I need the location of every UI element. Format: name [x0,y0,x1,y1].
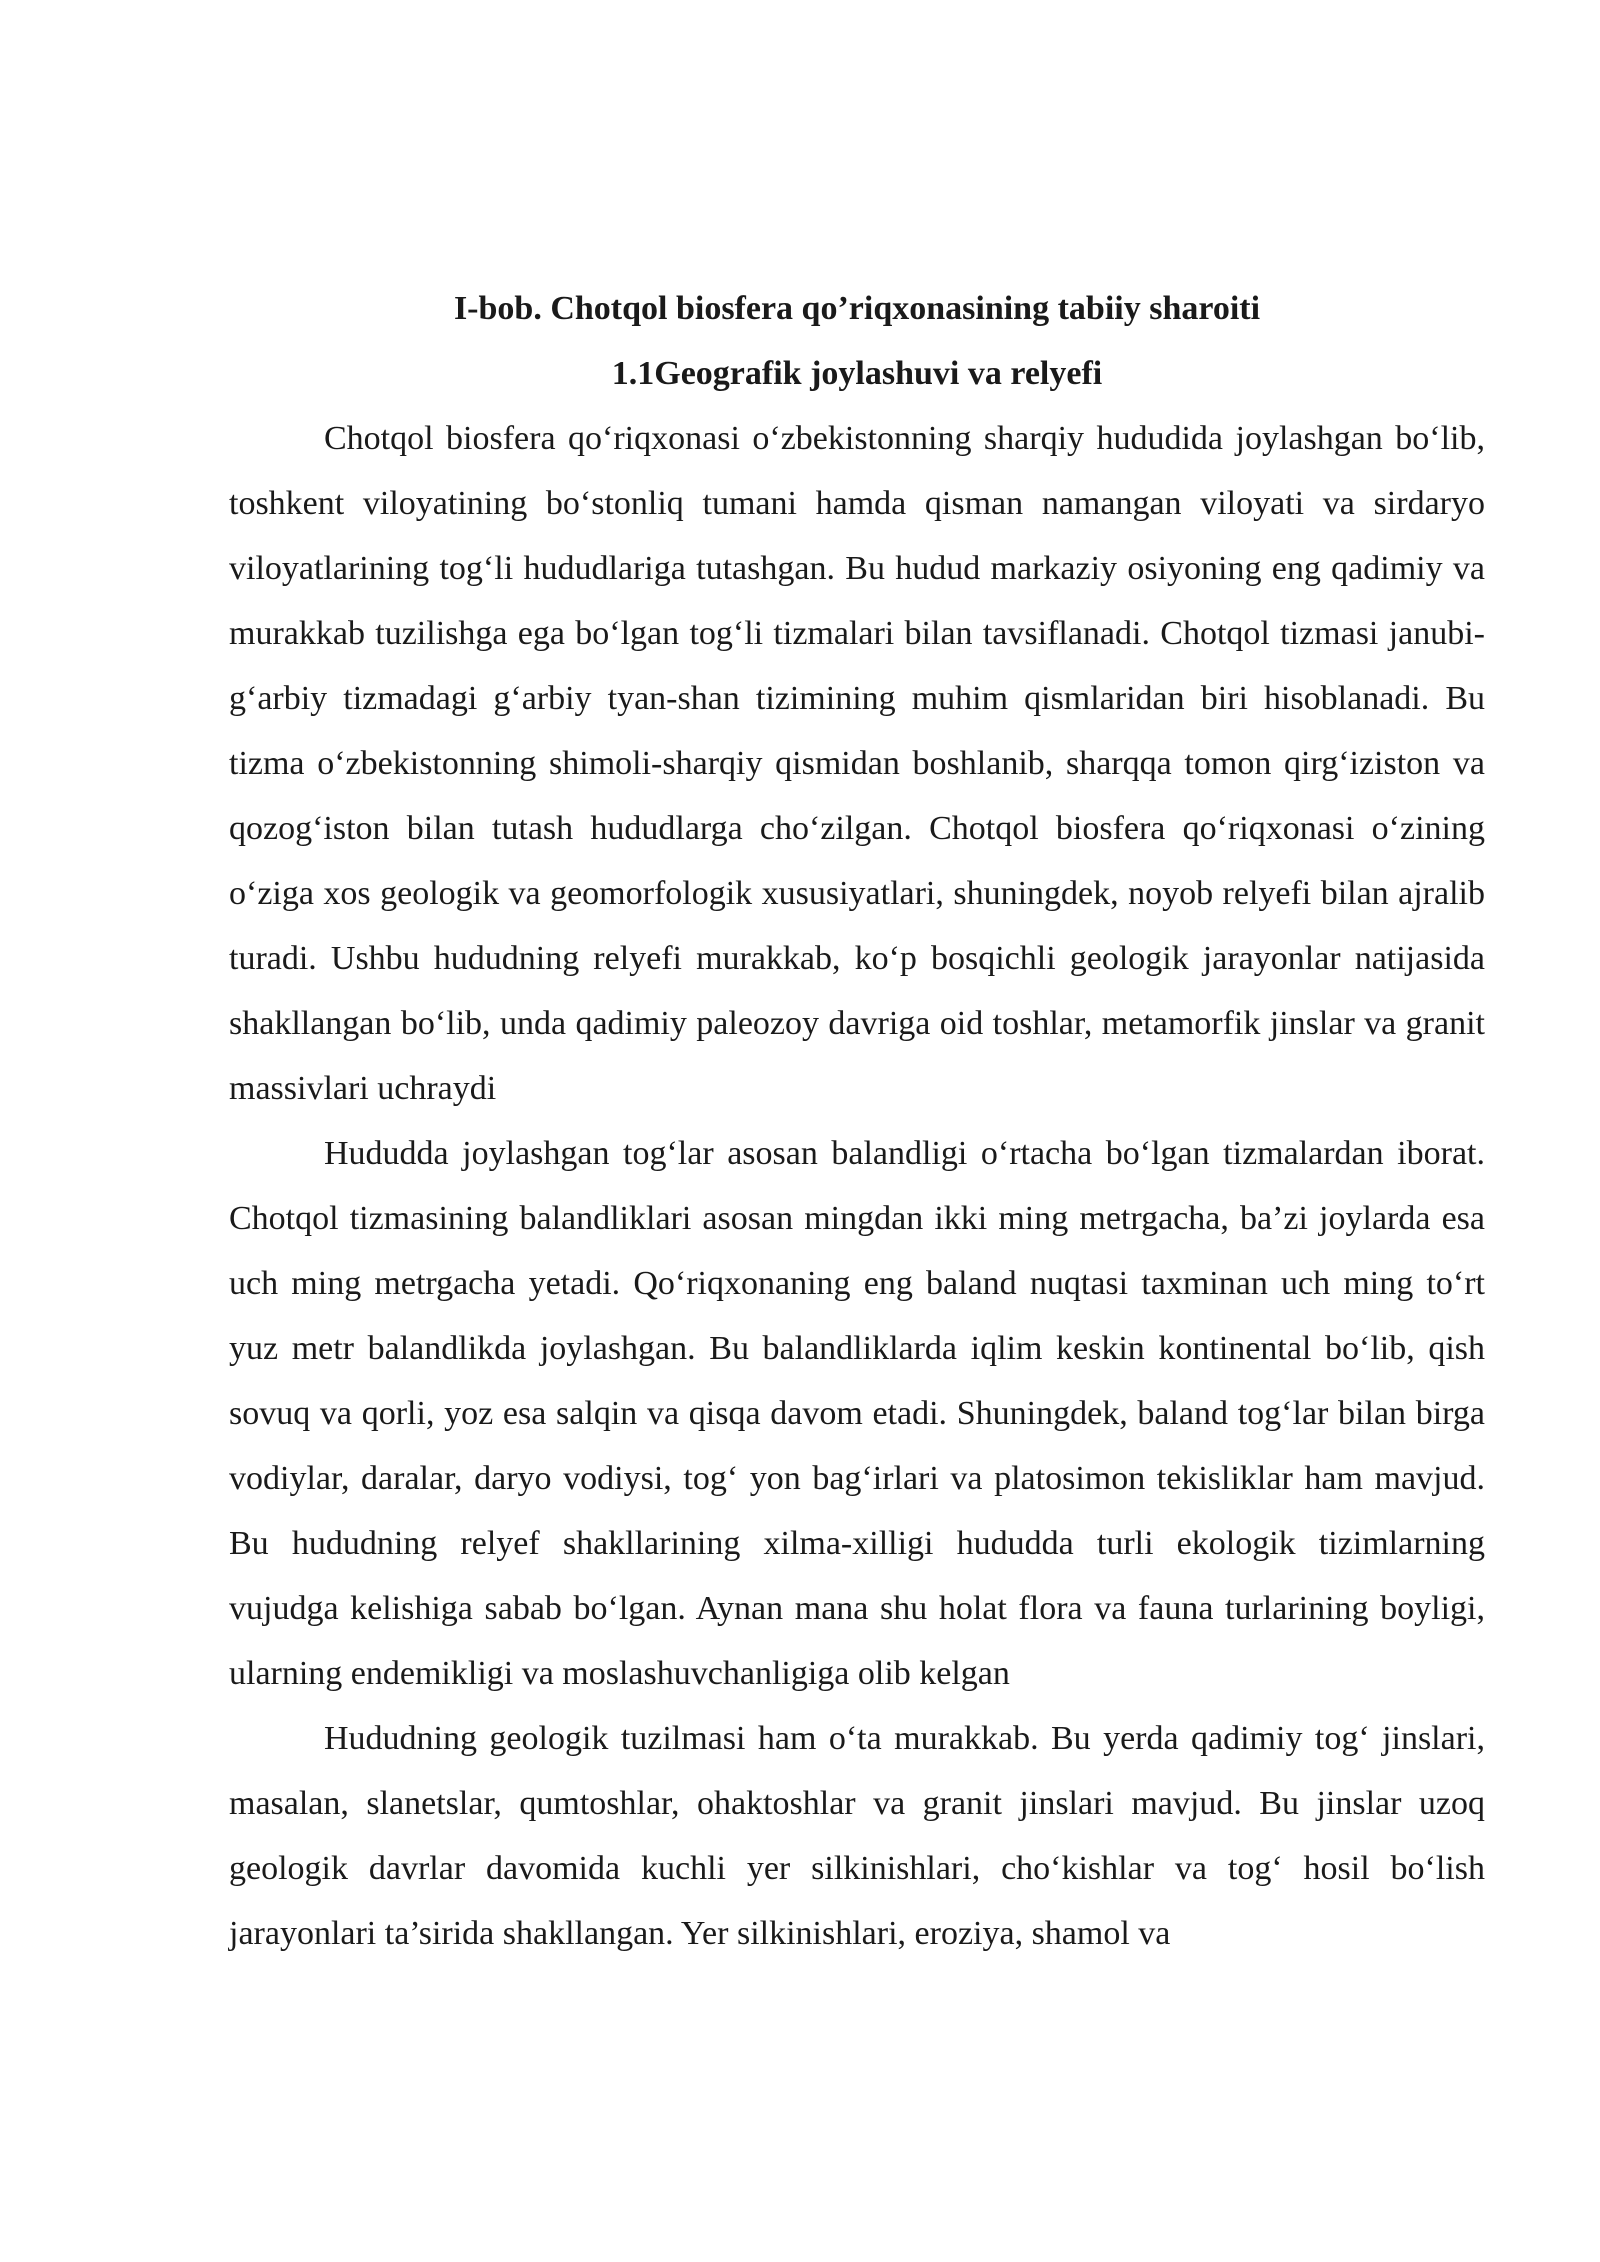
chapter-title: I-bob. Chotqol biosfera qo’riqxonasining tabiiy sharoiti [453,290,1261,327]
section-title: 1.1Geografik joylashuvi va relyefi [611,355,1103,392]
document-page [229,276,1485,1966]
paragraph-2: Hududda joylashgan tog‘lar asosan balandligi o‘rtacha bo‘lgan tizmalardan iborat. Chotqol tizmasining balandliklari asosan mingdan ikki ming metrgacha, ba’zi joylarda esa uch ming metrgacha yetadi. Qo‘riqxonaning eng baland nuqtasi taxminan uch ming to‘rt yuz metr balandlikda joylashgan. Bu balandliklarda iqlim keskin kontinental bo‘lib, qish sovuq va qorli, yoz esa salqin va qisqa davom etadi. Shuningdek, baland tog‘lar bilan birga vodiylar, daralar, daryo vodiysi, tog‘ yon bag‘irlari va platosimon tekisliklar ham mavjud. Bu hududning relyef shakllarining xilma-xilligi hududda turli ekologik tizimlarning vujudga kelishiga sabab bo‘lgan. Aynan mana shu holat flora va fauna turlarining boyligi, ularning endemikligi va moslashuvchanligiga olib kelgan [229,1135,1485,1692]
paragraph-3: Hududning geologik tuzilmasi ham o‘ta murakkab. Bu yerda qadimiy tog‘ jinslari, masalan, slanetslar, qumtoshlar, ohaktoshlar va granit jinslari mavjud. Bu jinslar uzoq geologik davrlar davomida kuchli yer silkinishlari, cho‘kishlar va tog‘ hosil bo‘lish jarayonlari ta’sirida shakllangan. Yer silkinishlari, eroziya, shamol va [229,1720,1485,1952]
paragraph-1: Chotqol biosfera qo‘riqxonasi o‘zbekistonning sharqiy hududida joylashgan bo‘lib, toshkent viloyatining bo‘stonliq tumani hamda qisman namangan viloyati va sirdaryo viloyatlarining tog‘li hududlariga tutashgan. Bu hudud markaziy osiyoning eng qadimiy va murakkab tuzilishga ega bo‘lgan tog‘li tizmalari bilan tavsiflanadi. Chotqol tizmasi janubi-g‘arbiy tizmadagi g‘arbiy tyan-shan tizimining muhim qismlaridan biri hisoblanadi. Bu tizma o‘zbekistonning shimoli-sharqiy qismidan boshlanib, sharqqa tomon qirg‘iziston va qozog‘iston bilan tutash hududlarga cho‘zilgan. Chotqol biosfera qo‘riqxonasi o‘zining o‘ziga xos geologik va geomorfologik xususiyatlari, shuningdek, noyob relyefi bilan ajralib turadi. Ushbu hududning relyefi murakkab, ko‘p bosqichli geologik jarayonlar natijasida shakllangan bo‘lib, unda qadimiy paleozoy davriga oid toshlar, metamorfik jinslar va granit massivlari uchraydi [229,420,1485,1107]
